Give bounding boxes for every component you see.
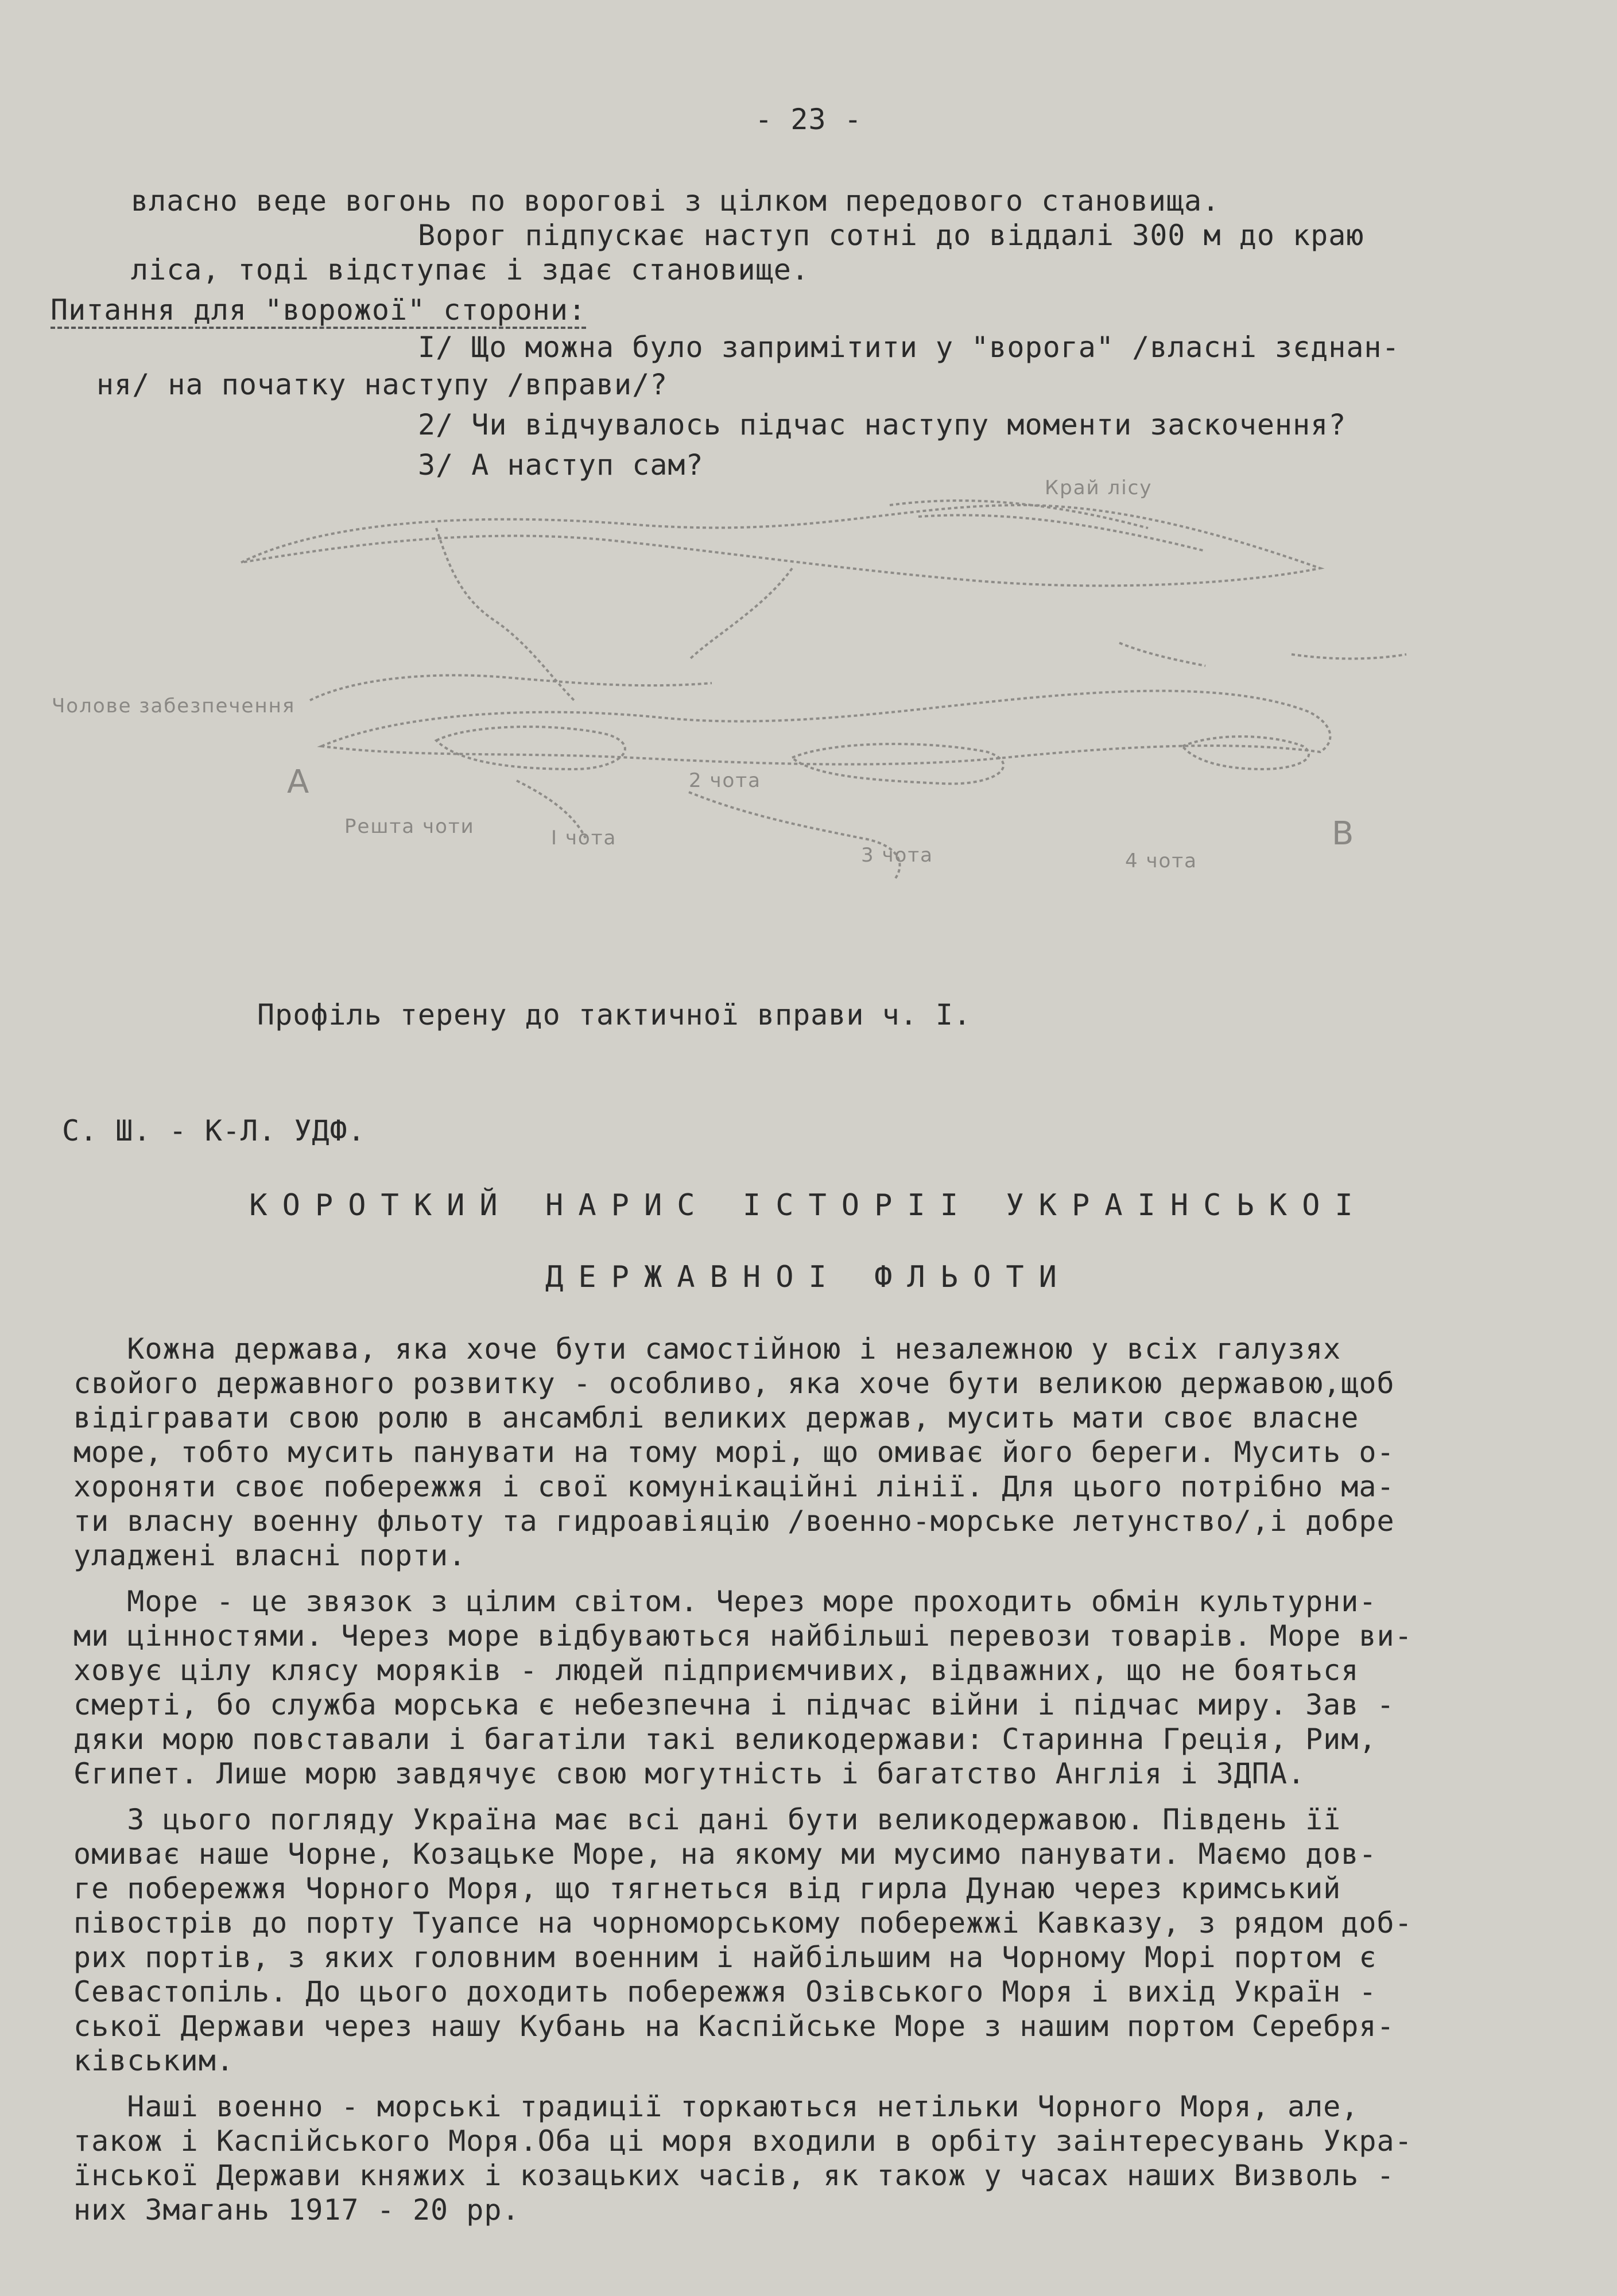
page-number: - 23 - [755,103,862,136]
terrain-line-3 [689,568,792,660]
label-squad-3: 3 чота [861,844,933,867]
body-line-10: ховує цілу клясу моряків - людей підприємчивих, відважних, що не бояться [73,1654,1359,1687]
body-line-2: свойого державного розвитку - особливо, яка хоче бути великою державою,щоб [73,1367,1395,1400]
terrain-line-5 [1119,643,1205,666]
body-line-24: їнської Держави княжих і козацьких часів, як також у часах наших Визволь - [73,2159,1395,2192]
terrain-line-6 [1292,654,1406,659]
body-line-14: З цього погляду Україна має всі дані бути великодержавою. Південь її [73,1803,1341,1836]
body-line-12: дяки морю повставали і багатіли такі великодержави: Старинна Греція, Рим, [73,1723,1377,1756]
question-1b: ня/ на початку наступу /вправи/? [96,368,668,401]
label-reserve-squad: Решта чоти [344,815,475,838]
forest-upper-outline [241,505,1320,585]
figure-caption: Профіль терену до тактичної вправи ч. I. [257,998,972,1031]
body-line-21: ківським. [73,2044,234,2077]
squad-oval-left [436,727,625,769]
questions-heading-text: Питання для "ворожої" сторони: [51,293,586,329]
body-line-3: відігравати свою ролю в ансамблі великих держав, мусить мати своє власне [73,1401,1359,1434]
body-line-19: Севастопіль. До цього доходить побережжя Озівського Моря і вихід Україн - [73,1975,1377,2008]
body-line-15: омиває наше Чорне, Козацьке Море, на якому ми мусимо панувати. Маємо дов- [73,1837,1377,1871]
top-line-2: Ворог підпускає наступ сотні до віддалі 300 м до краю [418,219,1364,252]
body-line-25: них Змагань 1917 - 20 рр. [73,2193,520,2227]
body-line-9: ми цінностями. Через море відбуваються найбільші перевози товарів. Море ви- [73,1619,1413,1653]
label-squad-4: 4 чота [1125,850,1197,872]
body-line-23: також і Каспійського Моря.Оба ці моря входили в орбіту заінтересувань Укра- [73,2124,1413,2158]
article-title-line-1: КОРОТКИЙ НАРИС ІСТОРІІ УКРАІНСЬКОІ [249,1188,1368,1223]
body-line-1: Кожна держава, яка хоче бути самостійною і незалежною у всіх галузях [73,1332,1341,1366]
question-3: 3/ А наступ сам? [418,448,704,482]
questions-heading [51,293,586,327]
label-forest-edge: Край лісу [1045,476,1153,499]
body-line-5: хороняти своє побережжя і свої комунікаційні лінії. Для цього потрібно ма- [73,1470,1395,1503]
squad-oval-right [1182,736,1309,769]
body-line-8: Море - це звязок з цілим світом. Через море проходить обмін культурни- [73,1585,1377,1618]
body-line-4: море, тобто мусить панувати на тому морі, що омиває його береги. Мусить о- [73,1436,1395,1469]
body-line-18: рих портів, з яких головним военним і найбільшим на Чорному Морі портом є [73,1941,1377,1974]
forest-lower-outline [321,691,1330,765]
body-line-7: уладжені власні порти. [73,1539,467,1572]
article-title-line-2: ДЕРЖАВНОІ ФЛЬОТИ [545,1260,1072,1294]
body-line-11: смерті, бо служба морська є небезпечна і підчас війни і підчас миру. Зав - [73,1688,1395,1721]
top-line-1: власно веде вогонь по ворогові з цілком передового становища. [131,184,1220,218]
top-line-3: ліса, тоді відступає і здає становище. [131,253,809,286]
label-squad-2: 2 чота [689,769,761,792]
reference-code: С. Ш. - К-Л. УДФ. [62,1114,366,1147]
label-security: Чолове забезпечення [52,695,296,718]
terrain-sketch [0,471,1617,884]
body-line-22: Наші военно - морські традиції торкаються нетільки Чорного Моря, але, [73,2090,1359,2123]
body-line-13: Єгипет. Лише морю завдячує свою могутність і багатство Англія і ЗДПА. [73,1757,1306,1790]
question-2: 2/ Чи відчувалось підчас наступу моменти заскочення? [418,408,1347,441]
question-1a: I/ Що можна було запримітити у "ворога" /власні зєднан- [418,331,1400,364]
label-point-b: B [1332,815,1355,852]
label-point-a: A [287,763,311,801]
body-line-6: ти власну военну фльоту та гидроавіяцію /военно-морське летунство/,і добре [73,1504,1395,1538]
body-line-16: ге побережжя Чорного Моря, що тягнеться від гирла Дунаю через кримський [73,1872,1341,1905]
body-line-17: півострів до порту Туапсе на чорноморському побережжі Кавказу, з рядом доб- [73,1906,1413,1940]
label-squad-1: I чота [551,827,617,850]
terrain-line-2 [436,528,574,700]
body-line-20: ської Держави через нашу Кубань на Каспійське Море з нашим портом Серебря- [73,2010,1395,2043]
forest-upper-hatch [890,501,1205,551]
terrain-line-1 [310,675,712,700]
